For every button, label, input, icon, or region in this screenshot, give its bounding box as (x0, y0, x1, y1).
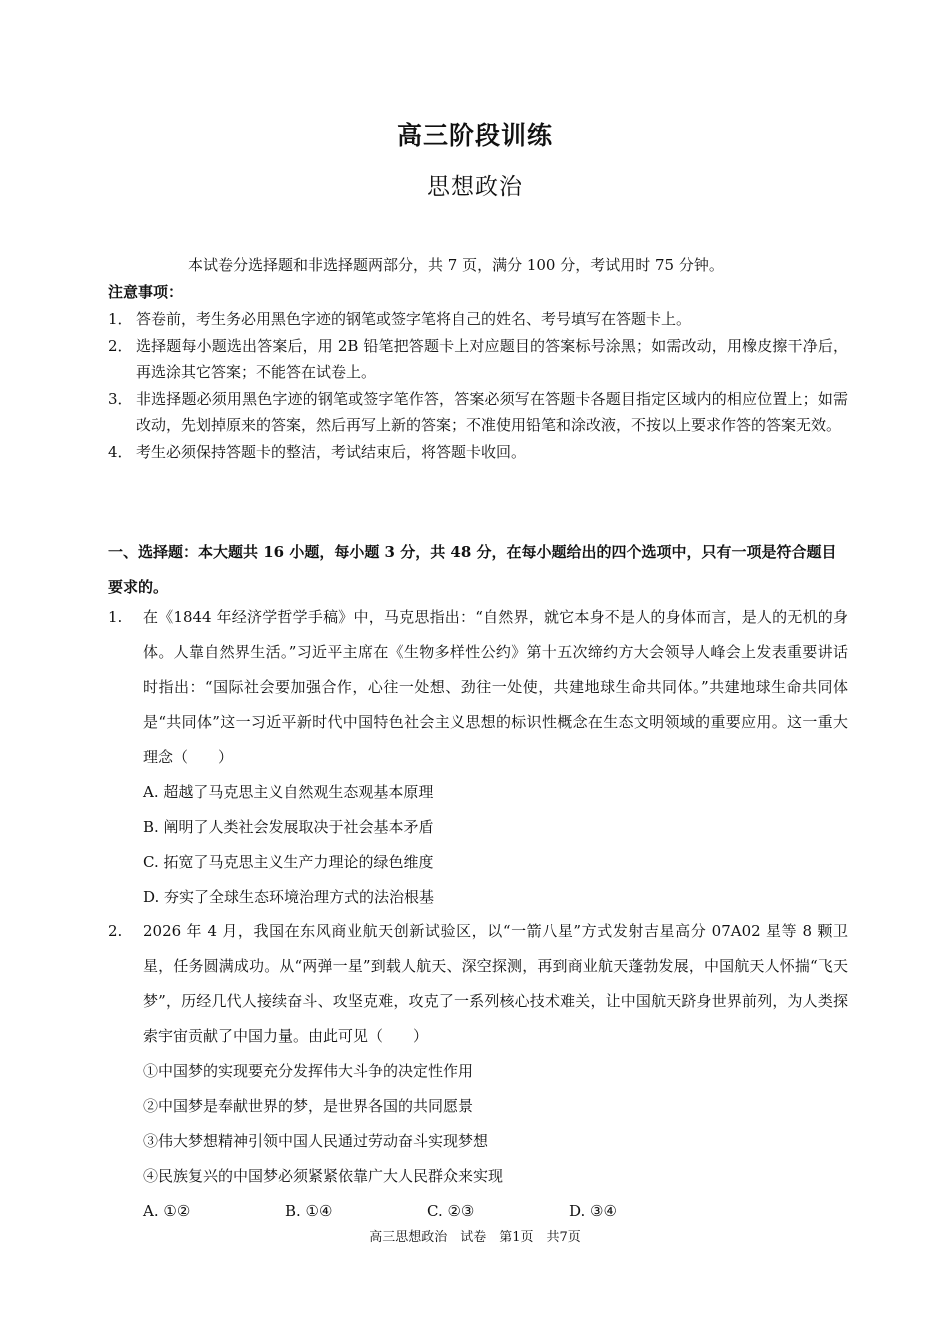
notice-heading: 注意事项： (108, 283, 184, 301)
question-1 (108, 600, 848, 915)
notice-number: 4． (108, 443, 133, 461)
notice-item (108, 439, 848, 465)
statement-4: ④民族复兴的中国梦必须紧紧依靠广大人民群众来实现 (143, 1167, 504, 1185)
notice-item (108, 386, 848, 438)
notice-text: 选择题每小题选出答案后，用 2B 铅笔把答题卡上对应题目的答案标号涂黑；如需改动，用橡皮擦干净后，再选涂其它答案；不能答在试卷上。 (136, 337, 848, 381)
option-c[interactable]: C. 拓宽了马克思主义生产力理论的绿色维度 (143, 853, 434, 871)
question-stem: 在《1844 年经济学哲学手稿》中，马克思指出：“自然界，就它本身不是人的身体而言，是人的无机的身体。人靠自然界生活。”习近平主席在《生物多样性公约》第十五次缔约方大会领导人峰会上发表重要讲话时指出：“国际社会要加强合作，心往一处想、劲往一处使，共建地球生命共同体。”共建地球生命共同体是“共同体”这一习近平新时代中国特色社会主义思想的标识性概念在生态文明领域的重要应用。这一重大理念（ ） (143, 608, 848, 766)
question-stem: 2026 年 4 月，我国在东风商业航天创新试验区，以“一箭八星”方式发射吉星高分 07A02 星等 8 颗卫星，任务圆满成功。从“两弹一星”到载人航天、深空探测，再到商业航天蓬勃发展，中国航天人怀揣“飞天梦”，历经几代人接续奋斗、攻坚克难，攻克了一系列核心技术难关，让中国航天跻身世界前列，为人类探索宇宙贡献了中国力量。由此可见（ ） (143, 922, 848, 1045)
exam-title: 高三阶段训练 (396, 121, 553, 150)
option-b[interactable]: B. 阐明了人类社会发展取决于社会基本矛盾 (143, 818, 434, 836)
notice-number: 1． (108, 310, 133, 328)
notice-text: 答卷前，考生务必用黑色字迹的钢笔或签字笔将自己的姓名、考号填写在答题卡上。 (136, 310, 692, 328)
page-footer: 高三思想政治 试卷 第1页 共7页 (369, 1230, 581, 1245)
question-2 (108, 914, 848, 1229)
statement-1: ①中国梦的实现要充分发挥伟大斗争的决定性作用 (143, 1062, 474, 1080)
notice-text: 非选择题必须用黑色字迹的钢笔或签字笔作答，答案必须写在答题卡各题目指定区域内的相应位置上；如需改动，先划掉原来的答案，然后再写上新的答案；不准使用铅笔和涂改液，不按以上要求作答的答案无效。 (136, 390, 848, 434)
question-number: 1. (108, 608, 123, 626)
option-d[interactable]: D. 夯实了全球生态环境治理方式的法治根基 (143, 888, 435, 906)
section-heading: 一、选择题：本大题共 16 小题，每小题 3 分，共 48 分，在每小题给出的四个选项中，只有一项是符合题目要求的。 (108, 543, 837, 596)
option-b[interactable]: B. ①④ (285, 1202, 333, 1220)
notice-number: 3． (108, 390, 133, 408)
option-a[interactable]: A. 超越了马克思主义自然观生态观基本原理 (143, 783, 434, 801)
notice-item (108, 306, 848, 332)
option-d[interactable]: D. ③④ (569, 1202, 617, 1220)
statement-3: ③伟大梦想精神引领中国人民通过劳动奋斗实现梦想 (143, 1132, 489, 1150)
option-a[interactable]: A. ①② (143, 1202, 191, 1220)
notice-list (108, 306, 848, 466)
option-c[interactable]: C. ②③ (427, 1202, 475, 1220)
notice-number: 2． (108, 337, 133, 355)
exam-info: 本试卷分选择题和非选择题两部分，共 7 页，满分 100 分，考试用时 75 分钟。 (188, 256, 724, 274)
notice-text: 考生必须保持答题卡的整洁，考试结束后，将答题卡收回。 (136, 443, 527, 461)
subject-title: 思想政治 (427, 174, 523, 200)
statement-2: ②中国梦是奉献世界的梦，是世界各国的共同愿景 (143, 1097, 474, 1115)
notice-item (108, 333, 848, 385)
question-number: 2. (108, 922, 123, 940)
option-row (143, 1194, 848, 1229)
